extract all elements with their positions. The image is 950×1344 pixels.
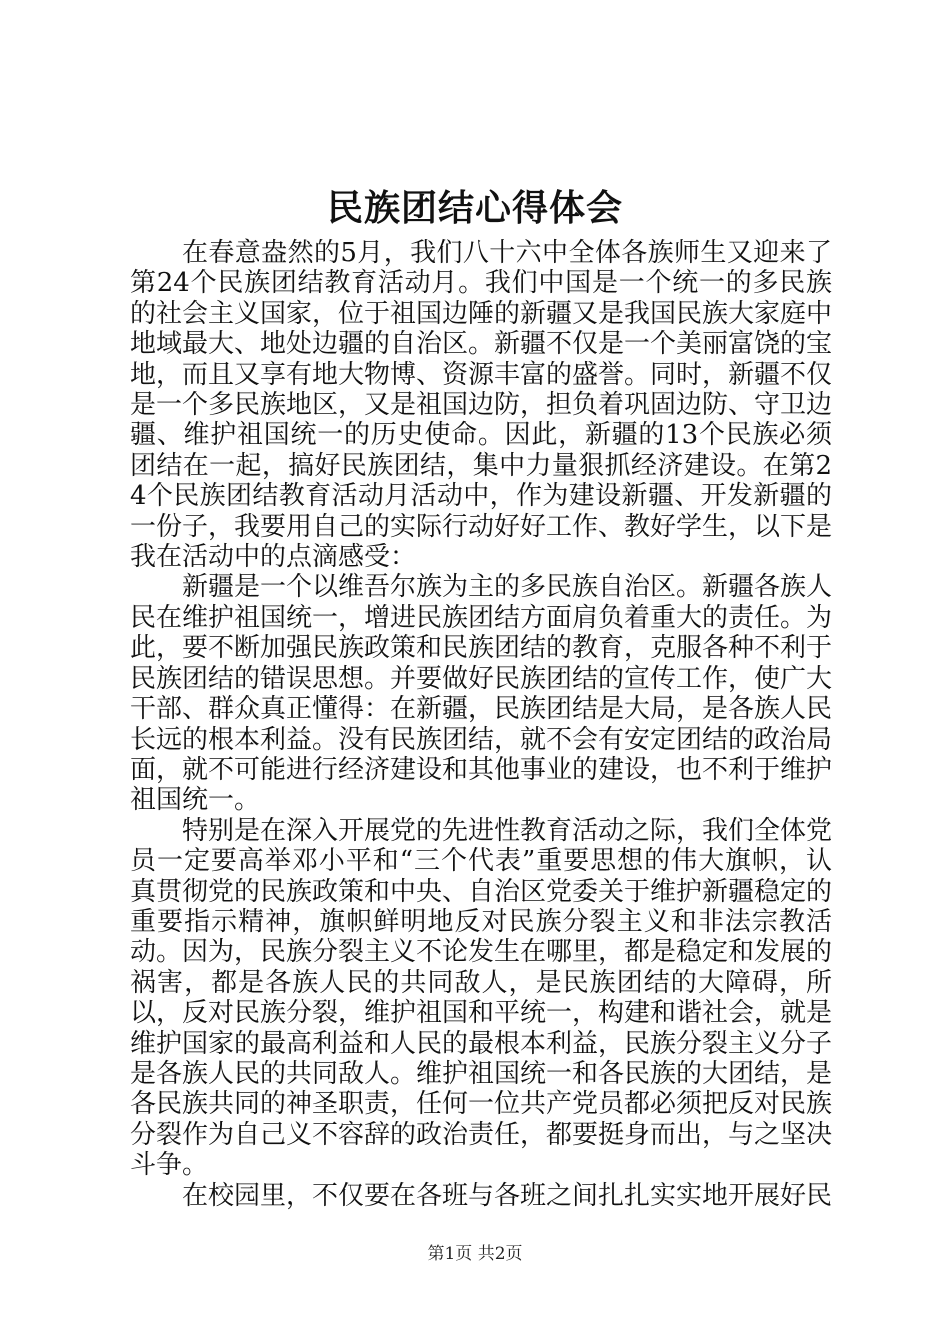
- document-title: 民族团结心得体会: [326, 187, 623, 229]
- paragraph-4: 在校园里，不仅要在各班与各班之间扎扎实实地开展好民: [182, 1180, 833, 1211]
- paragraph-2: 新疆是一个以维吾尔族为主的多民族自治区。新疆各族人民在维护祖国统一，增进民族团结方面肩负着重大的责任。为此，要不断加强民族政策和民族团结的教育，克服各种不利于民族团结的错误思想。并要做好民族团结的宣传工作，使广大干部、群众真正懂得：在新疆，民族团结是大局，是各族人民长远的根本利益。没有民族团结，就不会有安定团结的政治局面，就不可能进行经济建设和其他事业的建设，也不利于维护祖国统一。: [130, 572, 833, 816]
- page-number-label: 第1页 共2页: [427, 1244, 523, 1264]
- paragraph-1: 在春意盎然的5月，我们八十六中全体各族师生又迎来了第24个民族团结教育活动月。我们中国是一个统一的多民族的社会主义国家，位于祖国边陲的新疆又是我国民族大家庭中地域最大、地处边疆的自治区。新疆不仅是一个美丽富饶的宝地，而且又享有地大物博、资源丰富的盛誉。同时，新疆不仅是一个多民族地区，又是祖国边防，担负着巩固边防、守卫边疆、维护祖国统一的历史使命。因此，新疆的13个民族必须团结在一起，搞好民族团结，集中力量狠抓经济建设。在第24个民族团结教育活动月活动中，作为建设新疆、开发新疆的一份子，我要用自己的实际行动好好工作、教好学生，以下是我在活动中的点滴感受：: [130, 238, 833, 573]
- document-body: [130, 238, 832, 1211]
- page-footer: [0, 1242, 950, 1266]
- paragraph-3: 特别是在深入开展党的先进性教育活动之际，我们全体党员一定要高举邓小平和“三个代表”重要思想的伟大旗帜，认真贯彻党的民族政策和中央、自治区党委关于维护新疆稳定的重要指示精神，旗帜鲜明地反对民族分裂主义和非法宗教活动。因为，民族分裂主义不论发生在哪里，都是稳定和发展的祸害，都是各族人民的共同敌人，是民族团结的大障碍，所以，反对民族分裂，维护祖国和平统一，构建和谐社会，就是维护国家的最高利益和人民的最根本利益，民族分裂主义分子是各族人民的共同敌人。维护祖国统一和各民族的大团结，是各民族共同的神圣职责，任何一位共产党员都必须把反对民族分裂作为自己义不容辞的政治责任，都要挺身而出，与之坚决斗争。: [130, 815, 833, 1181]
